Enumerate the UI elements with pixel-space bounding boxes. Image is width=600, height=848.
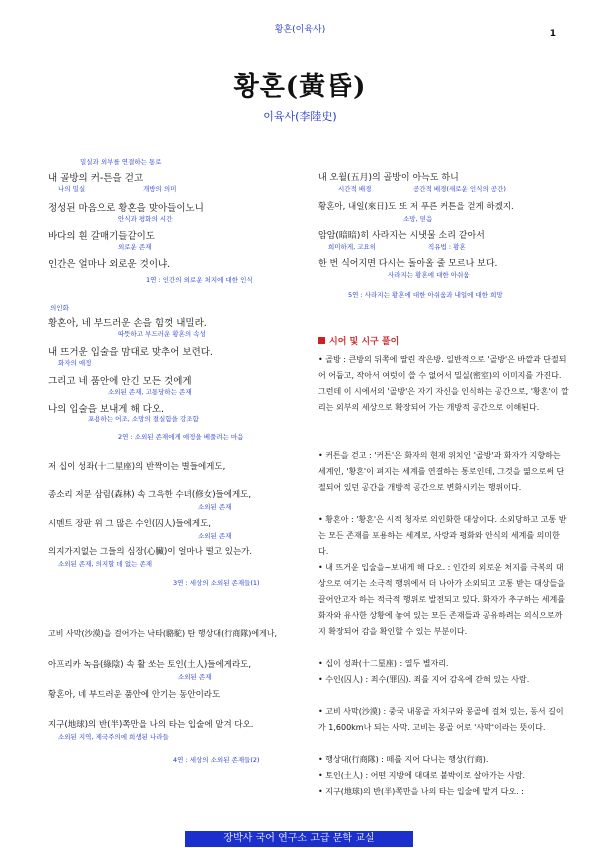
page-header: 황혼(이육사) — [274, 25, 326, 35]
definition-item: • 골방 : 큰방의 뒤쪽에 딸린 작은방. 일반적으로 '골방'은 바깥과 단절되어 어둡고, 작아서 여럿이 쓸 수 없어서 밀실(密室)의 이미지를 가진다. 그런데 이 시에서의 '골방'은 자기 자신을 인식하는 공간으로, '황혼'이 깔리는 외부의 세상으로 확장되어 가는 개방적 공간으로 이해된다. — [318, 355, 569, 412]
annotation: 안식과 평화의 시간 — [118, 215, 173, 223]
stanza-summary: 2연 : 소외된 존재에게 애정을 베풀려는 마음 — [118, 433, 244, 441]
stanza-summary: 3연 : 세상의 소외된 존재들(1) — [173, 579, 260, 587]
poem-line: 저 십이 성좌(十二星座)의 반짝이는 별들에게도, — [48, 462, 226, 472]
poem-line: 의지가지없는 그들의 심장(心臟)이 얼마나 떨고 있는가. — [48, 547, 253, 557]
annotation: 따뜻하고 부드러운 황혼의 속성 — [118, 330, 206, 338]
poem-line: 고비 사막(沙漠)을 걸어가는 낙타(駱駝) 탄 행상대(行商隊)에게나, — [48, 629, 278, 638]
poem-line: 황혼아, 네 부드러운 손을 힘껏 내밀라. — [48, 318, 207, 329]
annotation: 소외된 존재, 의지할 데 없는 존재 — [58, 560, 153, 568]
annotation: 공간적 배경(새로운 인식의 공간) — [413, 185, 506, 193]
definition-item: • 토인(土人) : 어떤 지방에 대대로 붙박이로 살아가는 사람. — [318, 771, 526, 780]
poem-line: 내 골방의 커-튼을 걷고 — [48, 173, 144, 184]
annotation: 시간적 배경 — [338, 185, 372, 193]
poem-line: 그리고 네 품안에 안긴 모든 것에게 — [48, 376, 192, 387]
poem-line: 인간은 얼마나 외로운 것이냐. — [48, 259, 171, 270]
poem-line: 내 오월(五月)의 골방이 아늑도 하니 — [318, 173, 459, 183]
definition-item: • 지구(地球)의 반(半)쪽만을 나의 타는 입술에 맡겨 다오. : — [318, 787, 524, 796]
annotation: 사라지는 황혼에 대한 아쉬움 — [388, 271, 470, 279]
poem-line: 정성된 마음으로 황혼을 맞아들이노니 — [48, 203, 204, 214]
poem-line: 내 뜨거운 입술을 맘대로 맞추어 보련다. — [48, 347, 213, 358]
poem-author: 이육사(李陸史) — [263, 110, 337, 123]
poem-line: 황혼아, 내일(來日)도 또 저 푸른 커튼을 걷게 하겠지. — [318, 202, 514, 212]
definition-item: • 십이 성좌(十二星座) : 열두 별자리. — [318, 659, 449, 668]
definition-item: • 커튼을 걷고 : '커튼'은 화자의 현재 위치인 '골방'과 화자가 지향하는 세계인, '황혼'이 펴지는 세계를 연결하는 통로인데, 그것을 엶으로써 단절되어 있던 공간을 개방적 공간으로 변화시키는 행위이다. — [318, 451, 565, 492]
annotation: 소외된 존재, 고통당하는 존재 — [108, 388, 192, 396]
definition-item: • 황혼아 : '황혼'은 시적 청자로 의인화한 대상이다. 소외당하고 고통 받는 모든 존재를 포용하는 세계로, 사랑과 평화와 안식의 세계를 의미한다. — [318, 515, 567, 556]
definition-item: • 행상대(行商隊) : 떼를 지어 다니는 행상(行商). — [318, 755, 489, 764]
annotation: 화자의 애정 — [58, 359, 92, 367]
definition-item: • 내 뜨거운 입술을~보내게 해 다오. : 인간의 외로운 처지를 극복의 대상으로 여기는 소극적 행위에서 더 나아가 소외되고 고통 받는 대상들을 끌어안고자 하는 적극적 행위로 발전되고 있다. 화자가 추구하는 세계를 화자와 유사한 상황에 놓여 있는 모든 존재들과 공유하려는 의식으로까지 확장되어 감을 확인할 수 있는 부분이다. — [318, 563, 565, 636]
annotation: 포용하는 어조, 소망의 절실함을 강조함 — [88, 415, 199, 423]
annotation: 소외된 존재 — [198, 532, 232, 540]
annotation: 소망, 믿음 — [403, 215, 433, 223]
square-bullet-icon — [318, 337, 325, 344]
annotation: 개방의 의미 — [143, 185, 177, 193]
poem-line: 암암(暗暗)히 사라지는 시냇물 소리 같아서 — [318, 231, 485, 241]
stanza-summary: 1연 : 인간의 외로운 처지에 대한 인식 — [146, 276, 253, 284]
stanza-summary: 5연 : 사라지는 황혼에 대한 아쉬움과 내일에 대한 희망 — [348, 291, 503, 299]
poem-line: 나의 입술을 보내게 해 다오. — [48, 404, 165, 415]
annotation: 직유법 : 황혼 — [428, 243, 466, 251]
section-title — [318, 334, 399, 347]
annotation: 밀실과 외부를 연결하는 통로 — [80, 158, 162, 166]
annotation: 의인화 — [50, 304, 69, 312]
stanza-summary: 4연 : 세상의 소외된 존재들(2) — [173, 756, 260, 764]
section-title-text: 시어 및 시구 풀이 — [329, 337, 400, 347]
annotation: 나의 밀실 — [58, 185, 86, 193]
poem-line: 황혼아, 네 부드러운 품안에 안기는 동안이라도 — [48, 690, 221, 700]
poem-title: 황혼(黃昏) — [233, 72, 367, 102]
definition-item: • 수인(囚人) : 죄수(罪囚). 죄를 지어 감옥에 갇혀 있는 사람. — [318, 675, 530, 684]
annotation: 소외된 존재 — [178, 673, 212, 681]
footer-banner: 장박사 국어 연구소 고급 문학 교실 — [185, 831, 413, 847]
poem-line: 시멘트 장판 위 그 많은 수인(囚人)들에게도, — [48, 519, 212, 529]
poem-line: 한 번 식어지면 다시는 돌아올 줄 모르나 보다. — [318, 259, 498, 269]
annotation: 희미하게, 고요히 — [328, 243, 377, 251]
poem-line: 바다의 흰 갈매기들같이도 — [48, 231, 155, 242]
page-number: 1 — [549, 29, 556, 39]
poem-line: 지구(地球)의 반(半)쪽만을 나의 타는 입술에 맡겨 다오. — [48, 720, 254, 730]
poem-line: 종소리 저문 삼림(森林) 속 그윽한 수녀(修女)들에게도, — [48, 490, 252, 500]
definition-item: • 고비 사막(沙漠) : 중국 내몽골 자치구와 몽골에 걸쳐 있는, 동서 길이가 1,600km나 되는 사막. 고비는 몽골 어로 '사막'이라는 뜻이다. — [318, 707, 564, 732]
annotation: 소외된 지역, 제국주의에 희생된 나라들 — [58, 733, 169, 741]
poem-line: 아프리카 녹음(綠陰) 속 활 쏘는 토인(土人)들에게라도, — [48, 660, 252, 670]
annotation: 외로운 존재 — [118, 243, 152, 251]
annotation: 소외된 존재 — [198, 503, 232, 511]
